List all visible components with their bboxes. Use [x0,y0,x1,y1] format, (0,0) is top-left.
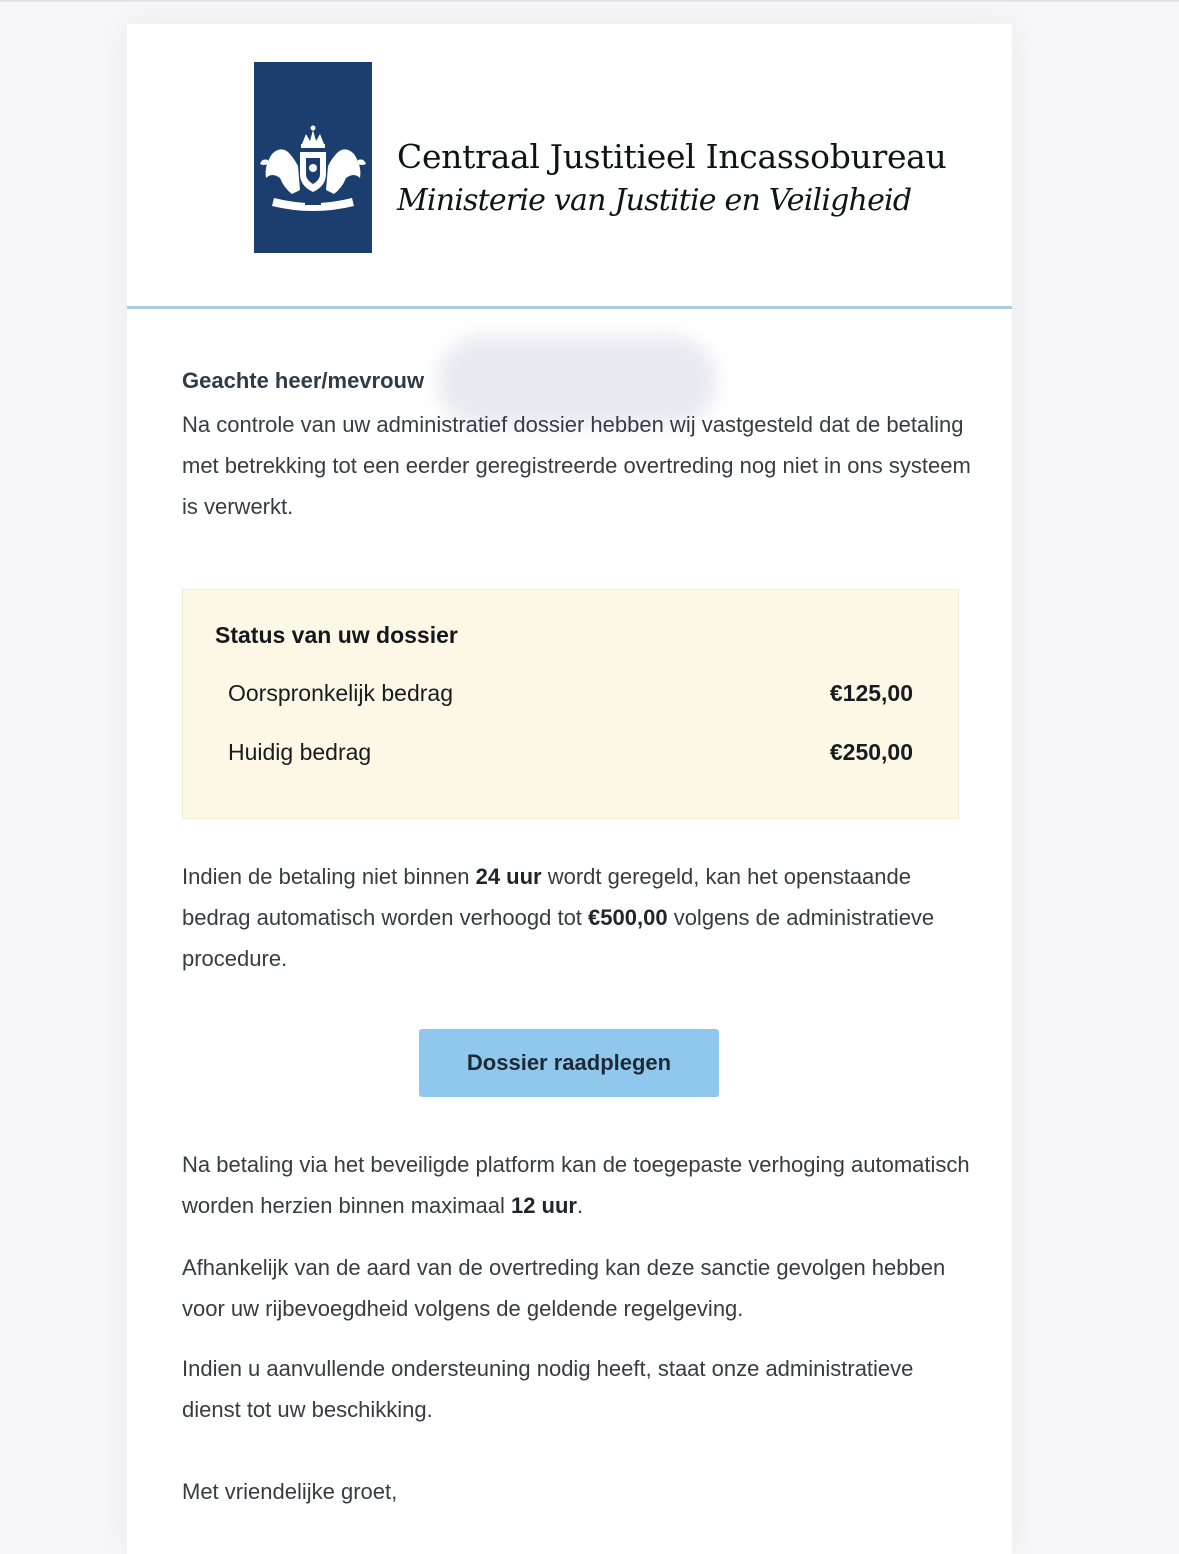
greeting: Geachte heer/mevrouw [182,368,425,393]
support-paragraph: Indien u aanvullende ondersteuning nodig heeft, staat onze administratieve dienst tot uw beschikking. [182,1356,914,1422]
review-hours: 12 uur [510,1193,577,1218]
warning-text-3: volgens de administratieve procedure. [182,905,935,971]
status-row-current [228,739,913,775]
intro-paragraph: Na controle van uw administratief dossier hebben wij vastgesteld dat de betaling met betrekking tot een eerder geregistreerde overtreding nog niet in ons systeem is verwerkt. [182,412,971,519]
review-text-2: . [577,1193,584,1218]
warning-paragraph [182,856,972,979]
email-card [127,24,1012,1554]
current-amount-value: €250,00 [829,739,913,765]
organization-name: Centraal Justitieel Incassobureau [397,137,947,176]
sanction-paragraph: Afhankelijk van de aard van de overtreding kan deze sanctie gevolgen hebben voor uw rijbevoegdheid volgens de geldende regelgeving. [182,1255,946,1321]
status-title: Status van uw dossier [215,622,458,648]
coat-of-arms-icon [254,62,372,253]
warning-deadline: 24 uur [475,864,542,889]
warning-text-1: Indien de betaling niet binnen [182,864,476,889]
top-edge-line [0,0,1179,2]
warning-amount: €500,00 [588,905,668,930]
ministry-name: Ministerie van Justitie en Veiligheid [397,183,912,218]
review-text-1: Na betaling via het beveiligde platform kan de toegepaste verhoging automatisch worden herzien binnen maximaal [182,1152,970,1218]
status-box [182,589,959,819]
original-amount-value: €125,00 [829,680,913,706]
email-header [127,24,1012,309]
review-paragraph [182,1144,972,1226]
status-row-original [228,680,913,716]
original-amount-label: Oorspronkelijk bedrag [228,680,454,706]
view-dossier-button[interactable]: Dossier raadplegen [419,1029,719,1097]
closing-text: Met vriendelijke groet, [182,1479,398,1504]
warning-text-2: wordt geregeld, kan het openstaande bedrag automatisch worden verhoogd tot [182,864,911,930]
current-amount-label: Huidig bedrag [228,739,372,765]
